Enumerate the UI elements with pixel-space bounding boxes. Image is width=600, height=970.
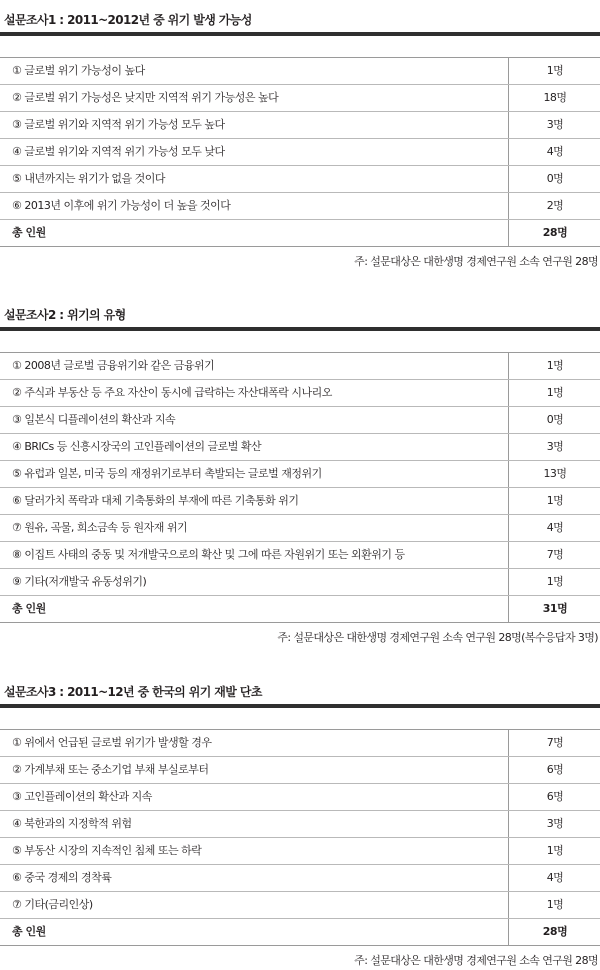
row-value: 3명: [508, 811, 600, 837]
table-row: [0, 784, 600, 811]
row-label: ④ 북한과의 지정학적 위험: [12, 817, 132, 830]
row-label: ⑥ 2013년 이후에 위기 가능성이 더 높을 것이다: [12, 199, 231, 212]
table-row: [0, 569, 600, 596]
table-row: [0, 166, 600, 193]
row-label: ⑦ 원유, 곡물, 희소금속 등 원자재 위기: [12, 521, 188, 534]
row-value: 18명: [508, 85, 600, 111]
row-value: 4명: [508, 515, 600, 541]
row-value: 6명: [508, 757, 600, 783]
row-value: 7명: [508, 542, 600, 568]
row-value: 1명: [508, 569, 600, 595]
total-row: [0, 220, 600, 247]
survey1-title-rule: [0, 32, 600, 36]
total-label: 총 인원: [12, 925, 46, 938]
row-value: 13명: [508, 461, 600, 487]
survey3-title-rule: [0, 704, 600, 708]
table-row: [0, 380, 600, 407]
table-row: [0, 407, 600, 434]
survey2-title: 설문조사2 : 위기의 유형: [4, 308, 126, 322]
row-value: 3명: [508, 434, 600, 460]
row-label: ③ 일본식 디플레이션의 확산과 지속: [12, 413, 176, 426]
table-row: [0, 58, 600, 85]
row-label: ② 주식과 부동산 등 주요 자산이 동시에 급락하는 자산대폭락 시나리오: [12, 386, 332, 399]
row-label: ⑥ 달러가치 폭락과 대체 기축통화의 부재에 따른 기축통화 위기: [12, 494, 299, 507]
table-row: [0, 85, 600, 112]
table-row: [0, 757, 600, 784]
survey1-title: 설문조사1 : 2011~2012년 중 위기 발생 가능성: [4, 13, 252, 27]
survey3-title: 설문조사3 : 2011~12년 중 한국의 위기 재발 단초: [4, 685, 262, 699]
row-label: ④ BRICs 등 신흥시장국의 고인플레이션의 글로벌 확산: [12, 440, 262, 453]
table-row: [0, 811, 600, 838]
total-value: 28명: [508, 220, 600, 246]
table-row: [0, 488, 600, 515]
row-label: ⑤ 유럽과 일본, 미국 등의 재정위기로부터 촉발되는 글로벌 재정위기: [12, 467, 322, 480]
row-label: ⑨ 기타(저개발국 유동성위기): [12, 575, 147, 588]
survey2-title-rule: [0, 327, 600, 331]
survey1-table: [0, 57, 600, 247]
row-label: ⑤ 부동산 시장의 지속적인 침체 또는 하락: [12, 844, 202, 857]
row-label: ⑥ 중국 경제의 경착륙: [12, 871, 112, 884]
survey3-note: 주: 설문대상은 대한생명 경제연구원 소속 연구원 28명: [354, 954, 598, 967]
row-label: ① 2008년 글로벌 금융위기와 같은 금융위기: [12, 359, 215, 372]
survey1-note: 주: 설문대상은 대한생명 경제연구원 소속 연구원 28명: [354, 255, 598, 268]
total-value: 28명: [508, 919, 600, 945]
survey3-table: [0, 729, 600, 946]
row-label: ③ 고인플레이션의 확산과 지속: [12, 790, 152, 803]
row-label: ⑤ 내년까지는 위기가 없을 것이다: [12, 172, 165, 185]
row-value: 4명: [508, 865, 600, 891]
survey2-section: [0, 304, 600, 645]
survey2-table: [0, 352, 600, 623]
survey1-section: [0, 9, 600, 269]
row-value: 2명: [508, 193, 600, 219]
table-row: [0, 730, 600, 757]
survey3-section: [0, 681, 600, 968]
row-value: 7명: [508, 730, 600, 756]
row-value: 6명: [508, 784, 600, 810]
total-row: [0, 596, 600, 623]
row-value: 1명: [508, 353, 600, 379]
table-row: [0, 838, 600, 865]
total-value: 31명: [508, 596, 600, 622]
table-row: [0, 461, 600, 488]
row-value: 1명: [508, 380, 600, 406]
row-value: 1명: [508, 488, 600, 514]
table-row: [0, 434, 600, 461]
total-label: 총 인원: [12, 226, 46, 239]
row-label: ③ 글로벌 위기와 지역적 위기 가능성 모두 높다: [12, 118, 225, 131]
table-row: [0, 139, 600, 166]
total-row: [0, 919, 600, 946]
row-value: 0명: [508, 166, 600, 192]
row-label: ④ 글로벌 위기와 지역적 위기 가능성 모두 낮다: [12, 145, 225, 158]
row-value: 1명: [508, 58, 600, 84]
row-label: ② 글로벌 위기 가능성은 낮지만 지역적 위기 가능성은 높다: [12, 91, 279, 104]
row-label: ⑧ 이집트 사태의 중동 및 저개발국으로의 확산 및 그에 따른 자원위기 또는 외환위기 등: [12, 548, 405, 561]
row-label: ② 가계부채 또는 중소기업 부채 부실로부터: [12, 763, 209, 776]
row-label: ⑦ 기타(금리인상): [12, 898, 93, 911]
table-row: [0, 542, 600, 569]
table-row: [0, 353, 600, 380]
table-row: [0, 865, 600, 892]
total-label: 총 인원: [12, 602, 46, 615]
table-row: [0, 515, 600, 542]
table-row: [0, 892, 600, 919]
row-value: 1명: [508, 838, 600, 864]
table-row: [0, 193, 600, 220]
row-value: 3명: [508, 112, 600, 138]
table-row: [0, 112, 600, 139]
row-value: 0명: [508, 407, 600, 433]
row-label: ① 위에서 언급된 글로벌 위기가 발생할 경우: [12, 736, 212, 749]
survey2-note: 주: 설문대상은 대한생명 경제연구원 소속 연구원 28명(복수응답자 3명): [277, 631, 598, 644]
row-value: 1명: [508, 892, 600, 918]
row-label: ① 글로벌 위기 가능성이 높다: [12, 64, 145, 77]
row-value: 4명: [508, 139, 600, 165]
